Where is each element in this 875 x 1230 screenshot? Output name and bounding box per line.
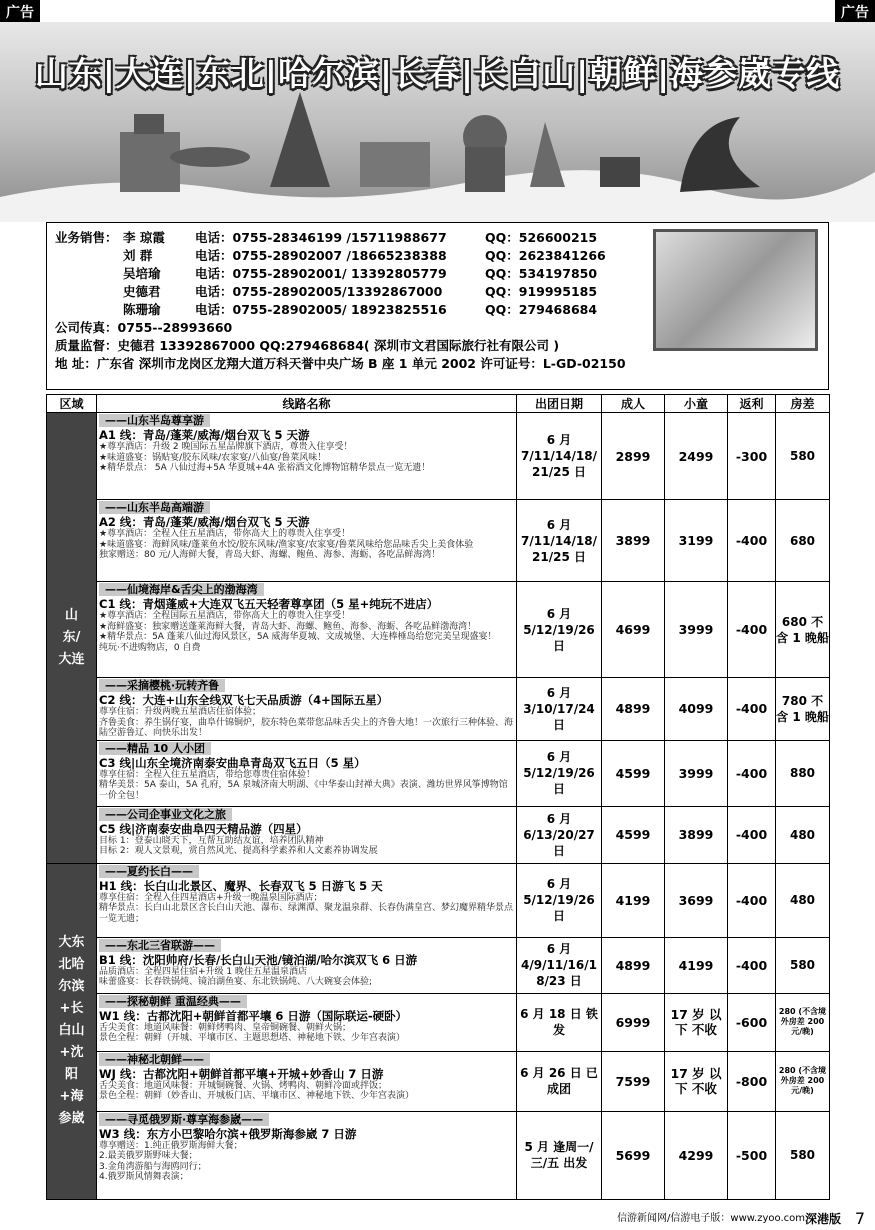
address-line: 地 址：广东省 深圳市龙岗区龙翔大道万科天誉中央广场 B 座 1 单元 2002 许可证号：L-GD-02150 [55,356,626,371]
route-section-label: ——山东半岛高端游 [99,501,210,514]
rebate-cell: -500 [728,1111,776,1199]
rep-name: 刘 群 [123,248,153,263]
rebate-cell: -600 [728,993,776,1051]
rebate-cell: -400 [728,582,776,678]
fax-line: 公司传真：0755--28993660 [55,320,233,335]
date-cell: 6 月 7/11/14/18/ 21/25 日 [517,413,602,500]
route-section-label: ——山东半岛尊享游 [99,414,210,427]
ad-label-right: 广告 [835,0,875,26]
child-price-cell: 4199 [665,937,728,993]
quality-supervision-line: 质量监督：史德君 13392867000 QQ:279468684( 深圳市文君国际旅行社有限公司 ) [55,338,560,353]
adult-price-cell: 4599 [602,806,665,863]
route-title: C2 线：大连+山东全线双飞七天品质游（4+国际五星） [99,693,389,707]
route-detail: ★味道盛宴：锅贴宴/胶东风味/农家宴/八仙宴/鲁菜风味！ [99,452,327,463]
route-section-label: ——夏约长白—— [99,865,199,878]
route-detail: 2.最美俄罗斯野味大餐； [99,1151,198,1161]
rep-qq: QQ：919995185 [485,284,598,299]
rep-qq: QQ：279468684 [485,302,598,317]
child-price-cell: 3999 [665,740,728,806]
rebate-cell: -400 [728,740,776,806]
table-header [47,395,830,413]
route-cell [97,993,517,1051]
route-detail: 尊享赠送：1.纯正俄罗斯海鲜大餐； [99,1140,243,1151]
route-title: C3 线|山东全境济南泰安曲阜青岛双飞五日（5 星） [99,755,366,770]
col-adult: 成人 [602,395,665,413]
table-row [47,1051,830,1111]
col-rebate: 返利 [728,395,776,413]
route-title: W3 线：东方小巴黎哈尔滨+俄罗斯海参崴 7 日游 [99,1126,357,1141]
child-price-cell: 17 岁 以下 不收 [665,1051,728,1111]
date-cell: 6 月 3/10/17/24 日 [517,678,602,741]
region-cell: 山东/大连 [47,413,97,864]
child-price-cell: 3999 [665,582,728,678]
rep-name: 陈珊瑜 [123,302,161,317]
rep-name: 吴培瑜 [123,266,161,281]
region-cell: 大东北哈尔滨+长白山+沈阳+海参崴 [47,863,97,1199]
date-cell: 6 月 18 日 铁发 [517,993,602,1051]
route-detail: ★精华景点：5A 蓬莱八仙过海风景区，5A 威海华夏城、文成城堡、大连棒棰岛给您完美呈现盛宴！ [99,632,497,642]
rep-name: 李 琼霞 [123,230,165,245]
rebate-cell: -400 [728,678,776,741]
footer [0,1208,875,1230]
adult-price-cell: 4199 [602,863,665,937]
child-price-cell: 2499 [665,413,728,500]
route-detail: 景色全程：朝鲜（开城、平壤市区、主题思想塔、神秘地下铁、少年宫表演） [99,1033,406,1043]
route-detail: 舌尖美食：地道风味餐：开城铜碗餐、火锅、烤鸭肉、朝鲜冷面或拌饭； [99,1080,388,1091]
room-diff-cell: 280 (不含境外房差 200 元/晚) [776,993,830,1051]
room-diff-cell: 580 [776,413,830,500]
room-diff-cell: 580 [776,1111,830,1199]
table-row [47,937,830,993]
route-cell [97,863,517,937]
route-section-label: ——探秘朝鲜 重温经典—— [99,995,247,1008]
rebate-cell: -400 [728,937,776,993]
route-title: WJ 线：古都沈阳+朝鲜首都平壤+开城+妙香山 7 日游 [99,1066,384,1081]
route-title: C1 线：青烟蓬威+大连双飞五天轻奢尊享团（5 星+纯玩不进店） [99,597,439,611]
footer-source: 信游新闻网/信游电子版：www.zyoo.com [617,1213,805,1224]
adult-price-cell: 4899 [602,937,665,993]
ad-label-left: 广告 [0,0,40,26]
route-cell [97,678,517,741]
rebate-cell: -400 [728,806,776,863]
route-title: W1 线：古都沈阳+朝鲜首都平壤 6 日游（国际联运-硬卧） [99,1008,408,1023]
route-section-label: ——神秘北朝鲜—— [99,1053,210,1066]
route-cell [97,937,517,993]
adult-price-cell: 4899 [602,678,665,741]
landscape-painting-image [653,229,818,351]
route-cell [97,1111,517,1199]
room-diff-cell: 780 不含 1 晚船 [776,678,830,741]
route-detail: 尊享住宿：全程入住四星酒店+升级一晚温泉国际酒店； [99,892,323,903]
route-section-label: ——东北三省联游—— [99,939,221,952]
col-route: 线路名称 [97,395,517,413]
route-cell [97,582,517,678]
child-price-cell: 3199 [665,500,728,582]
route-detail: 尊享住宿：升级两晚五星酒店住宿体验； [99,707,262,717]
child-price-cell: 17 岁 以下 不收 [665,993,728,1051]
route-detail: 景色全程：朝鲜（妙香山、开城板门店、平壤市区、神秘地下铁、少年宫表演） [99,1091,415,1101]
col-date: 出团日期 [517,395,602,413]
route-cell [97,740,517,806]
route-detail: ★味道盛宴：海鲜风味/蓬莱鱼水饺/胶东风味/渔家宴/农家宴/鲁菜风味给您品味舌尖上美食体验 [99,539,474,550]
date-cell: 6 月 5/12/19/26 日 [517,740,602,806]
rep-qq: QQ：534197850 [485,266,598,281]
route-section-label: ——精品 10 人小团 [99,742,211,755]
route-title: H1 线：长白山北景区、魔界、长春双飞 5 日游飞 5 天 [99,878,383,893]
route-detail: 精华美景：5A 泰山，5A 孔府，5A 泉城济南大明湖、《中华泰山封禅大典》表演、潍坊世界风筝博物馆一价全包！ [99,780,508,801]
rep-phone: 电话：0755-28902001/ 13392805779 [195,266,447,281]
route-title: C5 线|济南泰安曲阜四天精品游（四星） [99,821,308,836]
route-detail: ★精华景点： 5A 八仙过海+5A 华夏城+4A 张裕酒文化博物馆精华景点一览无遗！ [99,463,431,473]
table-row [47,678,830,741]
date-cell: 6 月 5/12/19/26 日 [517,582,602,678]
route-title: A2 线：青岛/蓬莱/威海/烟台双飞 5 天游 [99,515,310,529]
route-cell [97,1051,517,1111]
tour-price-table [46,394,830,1200]
route-detail: 精华景点：长白山北景区含长白山天池、瀑布、绿渊潭、聚龙温泉群、长春伪满皇宫、梦幻魔界精华景点一览无遗； [99,903,514,924]
rep-qq: QQ：526600215 [485,230,598,245]
contact-info-box [46,222,829,390]
room-diff-cell: 280 (不含境外房差 200 元/晚) [776,1051,830,1111]
route-detail: 4.俄罗斯风情舞表演； [99,1172,189,1182]
sales-label: 业务销售： [55,230,118,245]
adult-price-cell: 3899 [602,500,665,582]
route-detail: 舌尖美食：地道风味餐：朝鲜烤鸭肉、皇帝铜碗餐、朝鲜火锅； [99,1022,352,1033]
route-detail: 目标 1：登泰山晓天下，互帮互助结友谊，培养团队精神 [99,835,324,846]
room-diff-cell: 480 [776,863,830,937]
adult-price-cell: 4599 [602,740,665,806]
child-price-cell: 3899 [665,806,728,863]
adult-price-cell: 5699 [602,1111,665,1199]
adult-price-cell: 2899 [602,413,665,500]
col-room: 房差 [776,395,830,413]
route-detail: 独家赠送：80 元/人海鲜大餐，青岛大虾、海螺、鲍鱼、海参、海蛎、各吃品鲜海湾！ [99,550,441,560]
route-detail: ★尊享酒店：升级 2 晚国际五星品牌旗下酒店，尊贵入住享受！ [99,442,353,452]
rebate-cell: -300 [728,413,776,500]
rep-phone: 电话：0755-28346199 /15711988677 [195,230,447,245]
child-price-cell: 4099 [665,678,728,741]
rebate-cell: -400 [728,863,776,937]
table-row [47,806,830,863]
route-detail: 味蕾盛宴：长春铁锅炖、镜泊湖鱼宴、东北铁锅炖、八大碗宴会体验; [99,977,373,987]
rep-qq: QQ：2623841266 [485,248,606,263]
adult-price-cell: 4699 [602,582,665,678]
child-price-cell: 3699 [665,863,728,937]
table-row [47,582,830,678]
route-section-label: ——寻觅俄罗斯·尊享海参崴—— [99,1113,269,1126]
child-price-cell: 4299 [665,1111,728,1199]
banner [0,22,875,222]
route-title: B1 线：沈阳帅府/长春/长白山天池/镜泊湖/哈尔滨双飞 6 日游 [99,952,418,967]
date-cell: 6 月 4/9/11/16/1 8/23 日 [517,937,602,993]
table-row [47,993,830,1051]
col-child: 小童 [665,395,728,413]
col-region: 区域 [47,395,97,413]
banner-title: 山东|大连|东北|哈尔滨|长春|长白山|朝鲜|海参崴专线 [34,54,841,93]
date-cell: 6 月 5/12/19/26 日 [517,863,602,937]
table-row [47,413,830,500]
route-cell [97,413,517,500]
route-detail: 3.金角湾游船与海鸥同行； [99,1161,207,1172]
table-row [47,1111,830,1199]
route-detail: 尊享住宿：全程入住五星酒店，带给您尊贵住宿体验！ [99,769,316,780]
rep-phone: 电话：0755-28902005/13392867000 [195,284,443,299]
date-cell: 6 月 26 日 已成团 [517,1051,602,1111]
adult-price-cell: 6999 [602,993,665,1051]
date-cell: 6 月 7/11/14/18/ 21/25 日 [517,500,602,582]
adult-price-cell: 7599 [602,1051,665,1111]
table-row [47,863,830,937]
rebate-cell: -400 [728,500,776,582]
rep-phone: 电话：0755-28902007 /18665238388 [195,248,447,263]
table-row [47,500,830,582]
route-detail: ★海鲜盛宴：独家赠送蓬莱海鲜大餐，青岛大虾、海螺、鲍鱼、海参、海蛎、各吃品鲜渤海湾！ [99,621,477,632]
room-diff-cell: 880 [776,740,830,806]
table-row [47,740,830,806]
route-detail: 品质酒店：全程四星住宿+升级 1 晚住五星温泉酒店 [99,966,307,977]
room-diff-cell: 680 [776,500,830,582]
route-section-label: ——仙境海岸&舌尖上的渤海湾 [99,583,264,596]
route-cell [97,500,517,582]
rep-name: 史德君 [123,284,161,299]
route-detail: ★尊享酒店：全程入住五星酒店，带你高大上的尊贵入住享受！ [99,529,351,539]
route-section-label: ——公司企事业文化之旅 [99,808,232,821]
date-cell: 6 月 6/13/20/27 日 [517,806,602,863]
page-number: 7 [854,1209,865,1228]
route-section-label: ——采摘樱桃·玩转齐鲁 [99,679,225,692]
footer-edition: 深港版 [804,1212,841,1226]
room-diff-cell: 480 [776,806,830,863]
date-cell: 5 月 逢周一/三/五 出发 [517,1111,602,1199]
room-diff-cell: 580 [776,937,830,993]
route-detail: 目标 2：观人文景观，赏自然风光、提高科学素养和人文素养协调发展 [99,846,378,856]
route-detail: 纯玩·不进购物店，0 自费 [99,642,201,653]
route-title: A1 线：青岛/蓬莱/威海/烟台双飞 5 天游 [99,428,310,442]
route-cell [97,806,517,863]
rebate-cell: -800 [728,1051,776,1111]
route-detail: 齐鲁美食：养生锅仔宴，曲阜什锦铜炉，胶东特色菜带您品味舌尖上的齐鲁大地！一次旅行三种体验、海陆空游鲁辽、向快乐出发！ [99,717,514,738]
route-detail: ★尊享酒店：全程国际五星酒店，带你高大上的尊贵入住享受！ [99,611,351,621]
room-diff-cell: 680 不含 1 晚船 [776,582,830,678]
rep-phone: 电话：0755-28902005/ 18923825516 [195,302,447,317]
